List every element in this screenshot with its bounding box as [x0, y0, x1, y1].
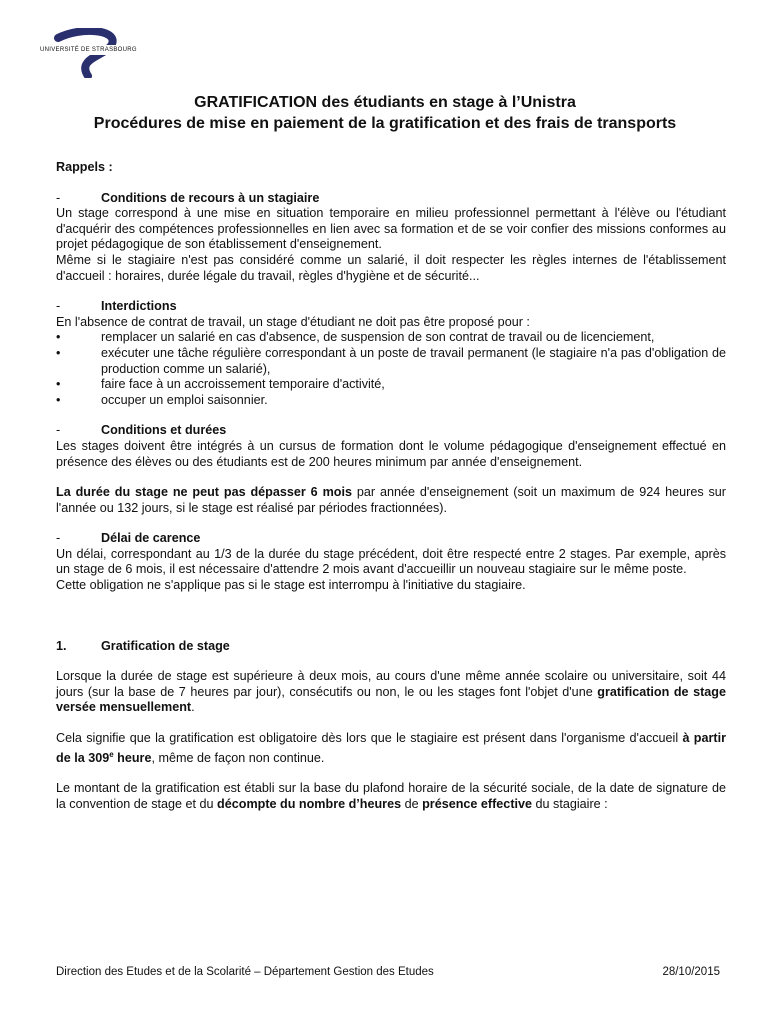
- heading-text: Conditions de recours à un stagiaire: [101, 190, 320, 205]
- bold-text: présence effective: [422, 797, 533, 811]
- dash: -: [56, 190, 61, 205]
- bullet-icon: •: [56, 330, 61, 345]
- paragraph: Les stages doivent être intégrés à un cursus de formation dont le volume pédagogique d'enseignement effectué en présence des élèves ou des étudiants est de 200 heures minimum par année d'enseignement.: [56, 438, 726, 469]
- paragraph: [56, 485, 726, 516]
- text: de: [401, 797, 423, 811]
- bullet-icon: •: [56, 345, 61, 360]
- paragraph: [56, 781, 726, 812]
- page-subtitle: Procédures de mise en paiement de la gratification et des frais de transports: [93, 115, 677, 132]
- list-item: [56, 393, 726, 409]
- list-item: [56, 377, 726, 393]
- superscript: e: [109, 749, 114, 759]
- paragraph: Un stage correspond à une mise en situation temporaire en milieu professionnel permettant à l'élève ou l'étudiant d'acquérir des compétences professionnelles en lien avec sa formation et de se voir confier des missions conformes au projet pédagogique de son établissement d'enseignement.: [56, 206, 726, 252]
- bold-text: décompte du nombre d’heures: [217, 797, 402, 811]
- paragraph: Un délai, correspondant au 1/3 de la durée du stage précédent, doit être respecté entre 2 stages. Par exemple, après un stage de 6 mois, il est nécessaire d'attendre 2 mois avant d'accueillir un nouveau stagiaire sur le même poste.: [56, 546, 726, 577]
- text: Lorsque la durée de stage est supérieure à deux mois, au cours d'une même année scolaire ou universitaire, soit 44 jours (sur la base de 7 heures par jour), consécutifs ou non, le ou les stages font l'objet d'une: [56, 669, 726, 699]
- paragraph: Cette obligation ne s'applique pas si le stage est interrompu à l'initiative du stagiaire.: [56, 578, 526, 593]
- logo-swoosh-icon: [36, 28, 148, 78]
- dash: -: [56, 299, 61, 314]
- paragraph: Même si le stagiaire n'est pas considéré comme un salarié, il doit respecter les règles internes de l'établissement d'accueil : horaires, durée légale du travail, règles d'hygiène et de sécurité...: [56, 252, 726, 283]
- list-item: [56, 346, 726, 377]
- text: Le montant de la gratification est établi sur la base du plafond horaire de la sécurité sociale, de la date de signature de la convention de stage et du: [56, 781, 726, 811]
- section-heading-interdictions: [56, 299, 726, 315]
- rappels-heading: Rappels :: [56, 160, 113, 174]
- list-item-text: remplacer un salarié en cas d'absence, de suspension de son contrat de travail ou de licenciement,: [101, 330, 655, 345]
- bold-text: La durée du stage ne peut pas dépasser 6 mois: [56, 485, 352, 500]
- section-heading-gratification: [56, 639, 726, 655]
- page-title: GRATIFICATION des étudiants en stage à l’Unistra: [194, 94, 576, 111]
- dash: -: [56, 531, 61, 546]
- text: Cela signifie que la gratification est obligatoire dès lors que le stagiaire est présent dans l'organisme d'accueil: [56, 731, 683, 746]
- list-item-text: occuper un emploi saisonnier.: [101, 392, 268, 407]
- university-logo: [36, 28, 148, 78]
- bullet-icon: •: [56, 377, 61, 392]
- bullet-icon: •: [56, 392, 61, 407]
- paragraph: En l'absence de contrat de travail, un stage d'étudiant ne doit pas être proposé pour :: [56, 314, 530, 329]
- text: .: [191, 700, 195, 715]
- heading-text: Délai de carence: [101, 531, 201, 546]
- bold-text: à partir de la 309: [56, 731, 727, 765]
- section-heading-recours: [56, 191, 726, 207]
- heading-text: Interdictions: [101, 299, 177, 314]
- text: , même de façon non continue.: [151, 750, 325, 765]
- section-heading-carence: [56, 531, 726, 547]
- heading-text: Gratification de stage: [101, 638, 230, 653]
- dash: -: [56, 423, 61, 438]
- bold-text: gratification de stage versée mensuellement: [56, 684, 726, 715]
- logo-text: UNIVERSITÉ DE STRASBOURG: [40, 47, 137, 53]
- section-number: 1.: [56, 638, 67, 653]
- text: du stagiaire :: [532, 797, 608, 811]
- bold-text: heure: [113, 750, 152, 765]
- page-footer: [56, 966, 720, 978]
- list-item: [56, 330, 726, 346]
- footer-date: 28/10/2015: [662, 966, 720, 978]
- text: par année d'enseignement (soit un maximum de 924 heures sur l'année ou 132 jours, si le stage est réalisé par périodes fractionnées).: [56, 485, 727, 515]
- document-body: [56, 160, 726, 813]
- paragraph: [56, 731, 726, 766]
- paragraph: [56, 669, 726, 716]
- footer-department: Direction des Etudes et de la Scolarité – Département Gestion des Etudes: [56, 966, 434, 978]
- list-item-text: faire face à un accroissement temporaire d'activité,: [101, 377, 385, 392]
- heading-text: Conditions et durées: [101, 423, 227, 438]
- list-item-text: exécuter une tâche régulière correspondant à un poste de travail permanent (le stagiaire n'a pas d'obligation de production comme un salarié),: [101, 345, 726, 376]
- section-heading-durees: [56, 423, 726, 439]
